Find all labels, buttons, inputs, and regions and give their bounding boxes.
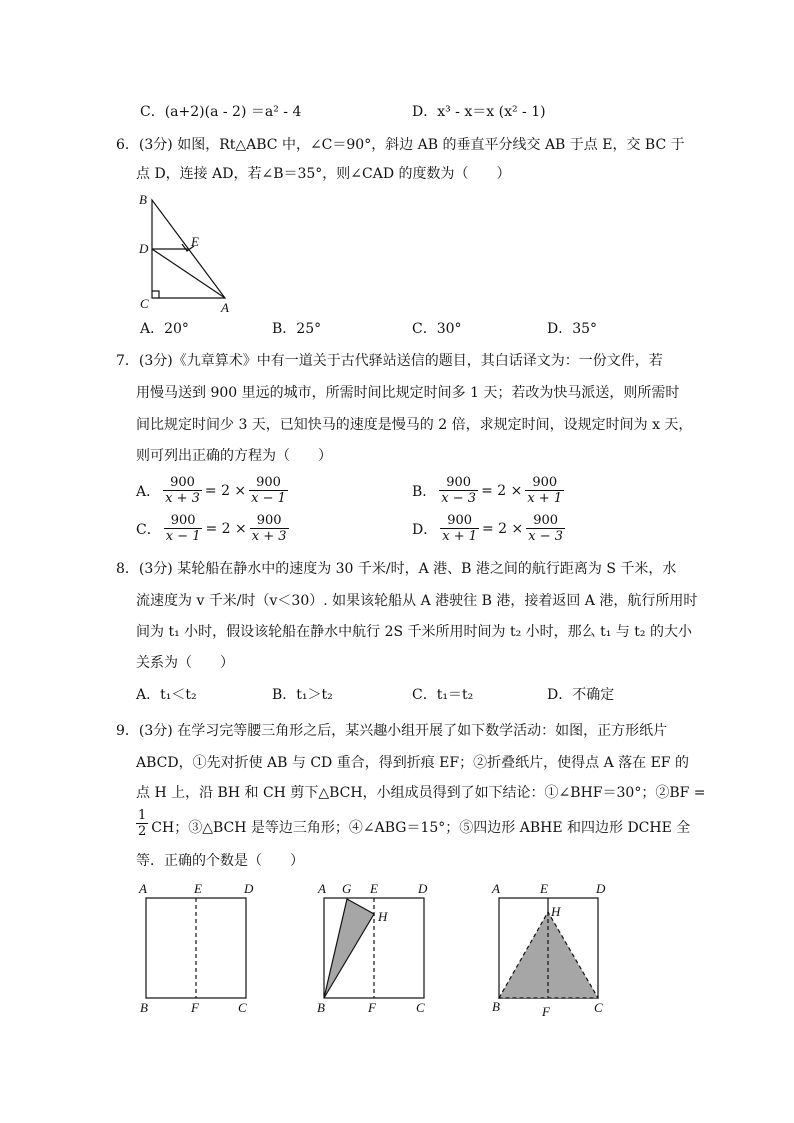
label-A: A [139, 881, 147, 896]
q7-stem-line4: 则可列出正确的方程为（ ） [136, 448, 332, 464]
label-C: C [140, 296, 149, 311]
equals-times: = 2 × [482, 520, 524, 537]
q9-stem-line5: 等．正确的个数是（ ） [136, 853, 304, 869]
q8-stem-line2: 流速度为 v 千米/时（v＜30）. 如果该轮船从 A 港驶往 B 港，接着返回 A 港，航行所用时 [136, 593, 698, 609]
label-B: B [139, 192, 147, 207]
fraction: $\frac{900}{x + 3}$ [251, 513, 287, 544]
fraction: $\frac{900}{x - 3}$ [441, 475, 477, 506]
label-G: G [342, 881, 352, 896]
label-D: D [418, 881, 428, 896]
option-label: B． [412, 483, 437, 500]
q7-stem-line2: 用慢马送到 900 里远的城市，所需时间比规定时间多 1 天；若改为快马派送，则所需时 [136, 385, 680, 401]
q8-stem-line3: 间为 t₁ 小时，假设该轮船在静水中航行 2S 千米所用时间为 t₂ 小时，那么 t₁ 与 t₂ 的大小 [136, 624, 692, 640]
label-E: E [370, 881, 378, 896]
label-H: H [551, 904, 561, 919]
q9-stem-line4: $\frac{1}{2}$ CH；③△BCH 是等边三角形；④∠ABG＝15°；⑤四边形 ABHE 和四边形 DCHE 全 [138, 808, 691, 839]
q6-stem-line1: 6．(3分) 如图，Rt△ABC 中，∠C＝90°，斜边 AB 的垂直平分线交 AB 于点 E，交 BC 于 [116, 137, 685, 153]
q6-option-d[interactable]: D．35° [547, 321, 598, 337]
option-label: D． [412, 521, 438, 538]
q9-figure-1 [146, 898, 246, 998]
fraction: $\frac{900}{x + 1}$ [442, 513, 477, 544]
fraction-one-half: $\frac{1}{2}$ [138, 808, 147, 839]
q7-stem-line3: 间比规定时间少 3 天，已知快马的速度是慢马的 2 倍，求规定时间，设规定时间为 x 天， [136, 417, 693, 433]
label-C: C [594, 1000, 603, 1015]
q5-option-c[interactable]: C．(a+2)(a - 2) ＝a² - 4 [140, 104, 302, 120]
label-D: D [596, 881, 606, 896]
label-B: B [140, 1000, 148, 1015]
q8-stem-line4: 关系为（ ） [136, 655, 234, 671]
fraction: $\frac{900}{x - 1}$ [251, 475, 286, 506]
q7-stem-line1: 7．(3分)《九章算术》中有一道关于古代驿站送信的题目，其白话译文为：一份文件，若 [116, 353, 663, 369]
option-label: A． [136, 483, 161, 500]
label-B: B [317, 1000, 325, 1015]
label-H: H [378, 909, 388, 924]
fraction: $\frac{900}{x - 1}$ [165, 513, 201, 544]
label-B: B [492, 999, 500, 1014]
equals-times: = 2 × [481, 482, 523, 499]
q9-figure-2 [324, 898, 424, 998]
label-A: A [221, 300, 229, 315]
q5-option-d[interactable]: D．x³ - x＝x (x² - 1) [412, 104, 546, 120]
label-F: F [191, 1000, 199, 1015]
fraction: $\frac{900}{x + 3}$ [165, 475, 200, 506]
q8-option-d[interactable]: D．不确定 [547, 687, 615, 703]
fraction: $\frac{900}{x - 3}$ [528, 513, 564, 544]
equals-times: = 2 × [204, 482, 247, 499]
equals-times: = 2 × [205, 520, 247, 537]
q9-stem-line1: 9．(3分) 在学习完等腰三角形之后，某兴趣小组开展了如下数学活动：如图，正方形纸片 [116, 723, 668, 739]
q9-stem-line2: ABCD，①先对折使 AB 与 CD 重合，得到折痕 EF；②折叠纸片，使得点 A 落在 EF 的 [136, 755, 689, 771]
label-F: F [368, 1000, 376, 1015]
q8-option-a[interactable]: A．t₁＜t₂ [136, 687, 197, 703]
label-E: E [191, 234, 199, 249]
q8-stem-line1: 8．(3分) 某轮船在静水中的速度为 30 千米/时，A 港、B 港之间的航行距离为 S 千米，水 [116, 561, 677, 577]
label-E: E [540, 881, 548, 896]
option-label: C． [136, 521, 161, 538]
label-F: F [542, 1004, 550, 1019]
q8-option-b[interactable]: B．t₁＞t₂ [272, 687, 333, 703]
q8-option-c[interactable]: C．t₁＝t₂ [412, 687, 474, 703]
q6-stem-line2: 点 D，连接 AD，若∠B＝35°，则∠CAD 的度数为（ ） [136, 166, 511, 182]
label-A: A [492, 881, 500, 896]
q6-option-a[interactable]: A．20° [140, 321, 189, 337]
label-C: C [238, 1000, 247, 1015]
label-D: D [244, 881, 254, 896]
label-D: D [139, 241, 149, 256]
label-A: A [318, 881, 326, 896]
q9-figure-3 [499, 898, 598, 998]
label-E: E [194, 881, 202, 896]
fraction: $\frac{900}{x + 1}$ [527, 475, 563, 506]
q6-option-b[interactable]: B．25° [272, 321, 322, 337]
label-C: C [416, 1000, 425, 1015]
q9-stem-line3: 点 H 上，沿 BH 和 CH 剪下△BCH，小组成员得到了如下结论：①∠BHF＝30°；②BF = [136, 785, 706, 801]
q6-option-c[interactable]: C．30° [412, 321, 462, 337]
